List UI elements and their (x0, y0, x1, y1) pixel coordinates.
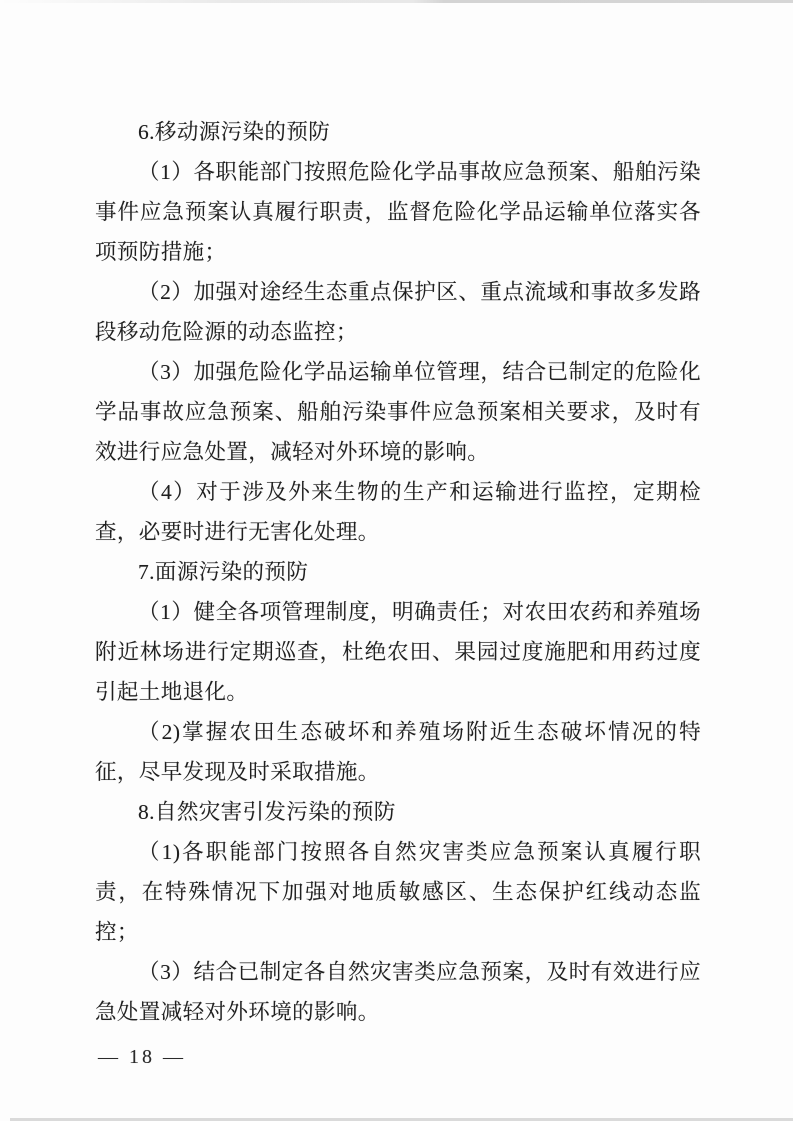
document-body (95, 112, 701, 1032)
paragraph: （1）各职能部门按照危险化学品事故应急预案、船舶污染事件应急预案认真履行职责，监督危险化学品运输单位落实各项预防措施； (95, 160, 701, 264)
page-number: — 18 — (98, 1046, 186, 1068)
paragraph: （3）结合已制定各自然灾害类应急预案，及时有效进行应急处置减轻对外环境的影响。 (95, 960, 701, 1024)
paragraph: （1)各职能部门按照各自然灾害类应急预案认真履行职责，在特殊情况下加强对地质敏感区、生态保护红线动态监控； (95, 840, 701, 944)
paragraph: （2)掌握农田生态破坏和养殖场附近生态破坏情况的特征，尽早发现及时采取措施。 (95, 720, 701, 784)
paragraph: （2）加强对途经生态重点保护区、重点流域和事故多发路段移动危险源的动态监控； (95, 280, 701, 344)
section-8-heading: 8.自然灾害引发污染的预防 (138, 800, 396, 824)
scan-artifact-top-line (0, 0, 793, 3)
paragraph: （1）健全各项管理制度，明确责任；对农田农药和养殖场附近林场进行定期巡查，杜绝农田、果园过度施肥和用药过度引起土地退化。 (95, 600, 701, 704)
section-6-heading: 6.移动源污染的预防 (138, 120, 331, 144)
paragraph: （4）对于涉及外来生物的生产和运输进行监控，定期检查，必要时进行无害化处理。 (95, 480, 701, 544)
section-7-heading: 7.面源污染的预防 (138, 560, 309, 584)
paragraph: （3）加强危险化学品运输单位管理，结合已制定的危险化学品事故应急预案、船舶污染事件应急预案相关要求，及时有效进行应急处置，减轻对外环境的影响。 (95, 360, 701, 464)
